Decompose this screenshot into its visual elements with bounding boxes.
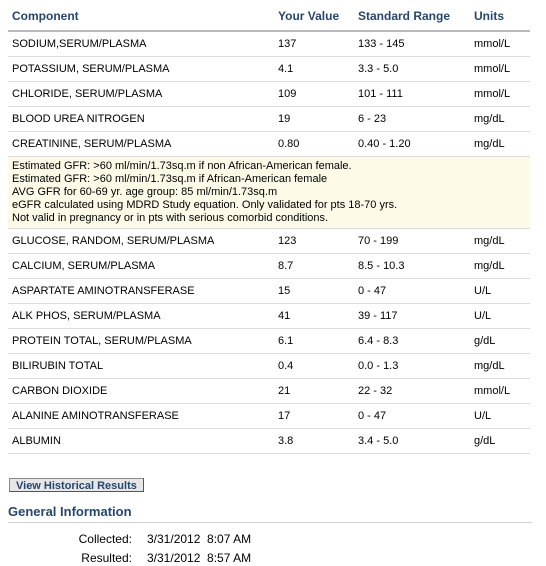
cell-component: BLOOD UREA NITROGEN xyxy=(8,107,274,132)
table-row xyxy=(8,82,530,107)
column-header-standard-range: Standard Range xyxy=(354,2,470,31)
resulted-label: Resulted: xyxy=(81,551,132,565)
cell-units: U/L xyxy=(470,404,530,429)
cell-value: 3.8 xyxy=(274,429,354,454)
comment-line: AVG GFR for 60-69 yr. age group: 85 ml/min/1.73sq.m xyxy=(12,186,278,198)
cell-range: 0.0 - 1.3 xyxy=(354,354,470,379)
general-information-title: General Information xyxy=(8,504,132,519)
cell-component: CALCIUM, SERUM/PLASMA xyxy=(8,254,274,279)
table-row xyxy=(8,329,530,354)
column-header-component: Component xyxy=(8,2,274,31)
comment-line: Not valid in pregnancy or in pts with serious comorbid conditions. xyxy=(12,212,329,224)
table-row xyxy=(8,57,530,82)
cell-units: U/L xyxy=(470,279,530,304)
cell-units: mmol/L xyxy=(470,379,530,404)
cell-component: ALK PHOS, SERUM/PLASMA xyxy=(8,304,274,329)
cell-range: 6 - 23 xyxy=(354,107,470,132)
cell-value: 109 xyxy=(274,82,354,107)
comment-line: eGFR calculated using MDRD Study equation. Only validated for pts 18-70 yrs. xyxy=(12,199,398,211)
lab-results-body xyxy=(8,31,530,454)
cell-range: 3.3 - 5.0 xyxy=(354,57,470,82)
table-row xyxy=(8,254,530,279)
cell-component: ALANINE AMINOTRANSFERASE xyxy=(8,404,274,429)
cell-units: U/L xyxy=(470,304,530,329)
column-header-units: Units xyxy=(470,2,530,31)
cell-range: 22 - 32 xyxy=(354,379,470,404)
gfr-comment-row xyxy=(8,157,530,229)
cell-component: CHLORIDE, SERUM/PLASMA xyxy=(8,82,274,107)
section-divider xyxy=(8,522,532,523)
cell-units: mmol/L xyxy=(470,57,530,82)
cell-units: mg/dL xyxy=(470,229,530,254)
table-header-row xyxy=(8,2,530,31)
collected-value: 3/31/2012 8:07 AM xyxy=(147,532,252,546)
cell-units: g/dL xyxy=(470,329,530,354)
table-row xyxy=(8,304,530,329)
cell-units: mg/dL xyxy=(470,132,530,157)
cell-component: ASPARTATE AMINOTRANSFERASE xyxy=(8,279,274,304)
cell-units: mg/dL xyxy=(470,107,530,132)
table-row xyxy=(8,132,530,157)
cell-units: mmol/L xyxy=(470,82,530,107)
table-row xyxy=(8,404,530,429)
cell-component: PROTEIN TOTAL, SERUM/PLASMA xyxy=(8,329,274,354)
cell-component: GLUCOSE, RANDOM, SERUM/PLASMA xyxy=(8,229,274,254)
table-row xyxy=(8,429,530,454)
cell-units: mg/dL xyxy=(470,354,530,379)
cell-value: 41 xyxy=(274,304,354,329)
cell-value: 6.1 xyxy=(274,329,354,354)
comment-line: Estimated GFR: >60 ml/min/1.73sq.m if African-American female xyxy=(12,173,328,185)
lab-results-table xyxy=(8,2,530,454)
cell-component: CARBON DIOXIDE xyxy=(8,379,274,404)
view-historical-results-button[interactable]: View Historical Results xyxy=(9,478,144,492)
historical-button-wrap xyxy=(9,476,144,494)
table-row xyxy=(8,31,530,57)
cell-range: 0.40 - 1.20 xyxy=(354,132,470,157)
cell-component: SODIUM,SERUM/PLASMA xyxy=(8,31,274,57)
cell-value: 15 xyxy=(274,279,354,304)
collected-label: Collected: xyxy=(78,532,132,546)
cell-range: 3.4 - 5.0 xyxy=(354,429,470,454)
cell-component: BILIRUBIN TOTAL xyxy=(8,354,274,379)
resulted-value: 3/31/2012 8:57 AM xyxy=(147,551,252,565)
cell-value: 137 xyxy=(274,31,354,57)
table-row xyxy=(8,229,530,254)
column-header-your-value: Your Value xyxy=(274,2,354,31)
cell-range: 70 - 199 xyxy=(354,229,470,254)
table-row xyxy=(8,379,530,404)
cell-component: POTASSIUM, SERUM/PLASMA xyxy=(8,57,274,82)
table-row xyxy=(8,279,530,304)
cell-range: 101 - 111 xyxy=(354,82,470,107)
cell-value: 19 xyxy=(274,107,354,132)
cell-value: 0.80 xyxy=(274,132,354,157)
cell-units: mmol/L xyxy=(470,31,530,57)
cell-value: 8.7 xyxy=(274,254,354,279)
cell-range: 0 - 47 xyxy=(354,404,470,429)
cell-range: 6.4 - 8.3 xyxy=(354,329,470,354)
cell-component: ALBUMIN xyxy=(8,429,274,454)
cell-range: 39 - 117 xyxy=(354,304,470,329)
cell-value: 4.1 xyxy=(274,57,354,82)
cell-range: 0 - 47 xyxy=(354,279,470,304)
cell-component: CREATININE, SERUM/PLASMA xyxy=(8,132,274,157)
comment-line: Estimated GFR: >60 ml/min/1.73sq.m if non African-American female. xyxy=(12,160,352,172)
cell-value: 21 xyxy=(274,379,354,404)
cell-units: g/dL xyxy=(470,429,530,454)
cell-range: 8.5 - 10.3 xyxy=(354,254,470,279)
table-row xyxy=(8,354,530,379)
table-row xyxy=(8,107,530,132)
cell-units: mg/dL xyxy=(470,254,530,279)
gfr-comment xyxy=(8,157,530,229)
cell-value: 17 xyxy=(274,404,354,429)
cell-value: 0.4 xyxy=(274,354,354,379)
cell-range: 133 - 145 xyxy=(354,31,470,57)
cell-value: 123 xyxy=(274,229,354,254)
